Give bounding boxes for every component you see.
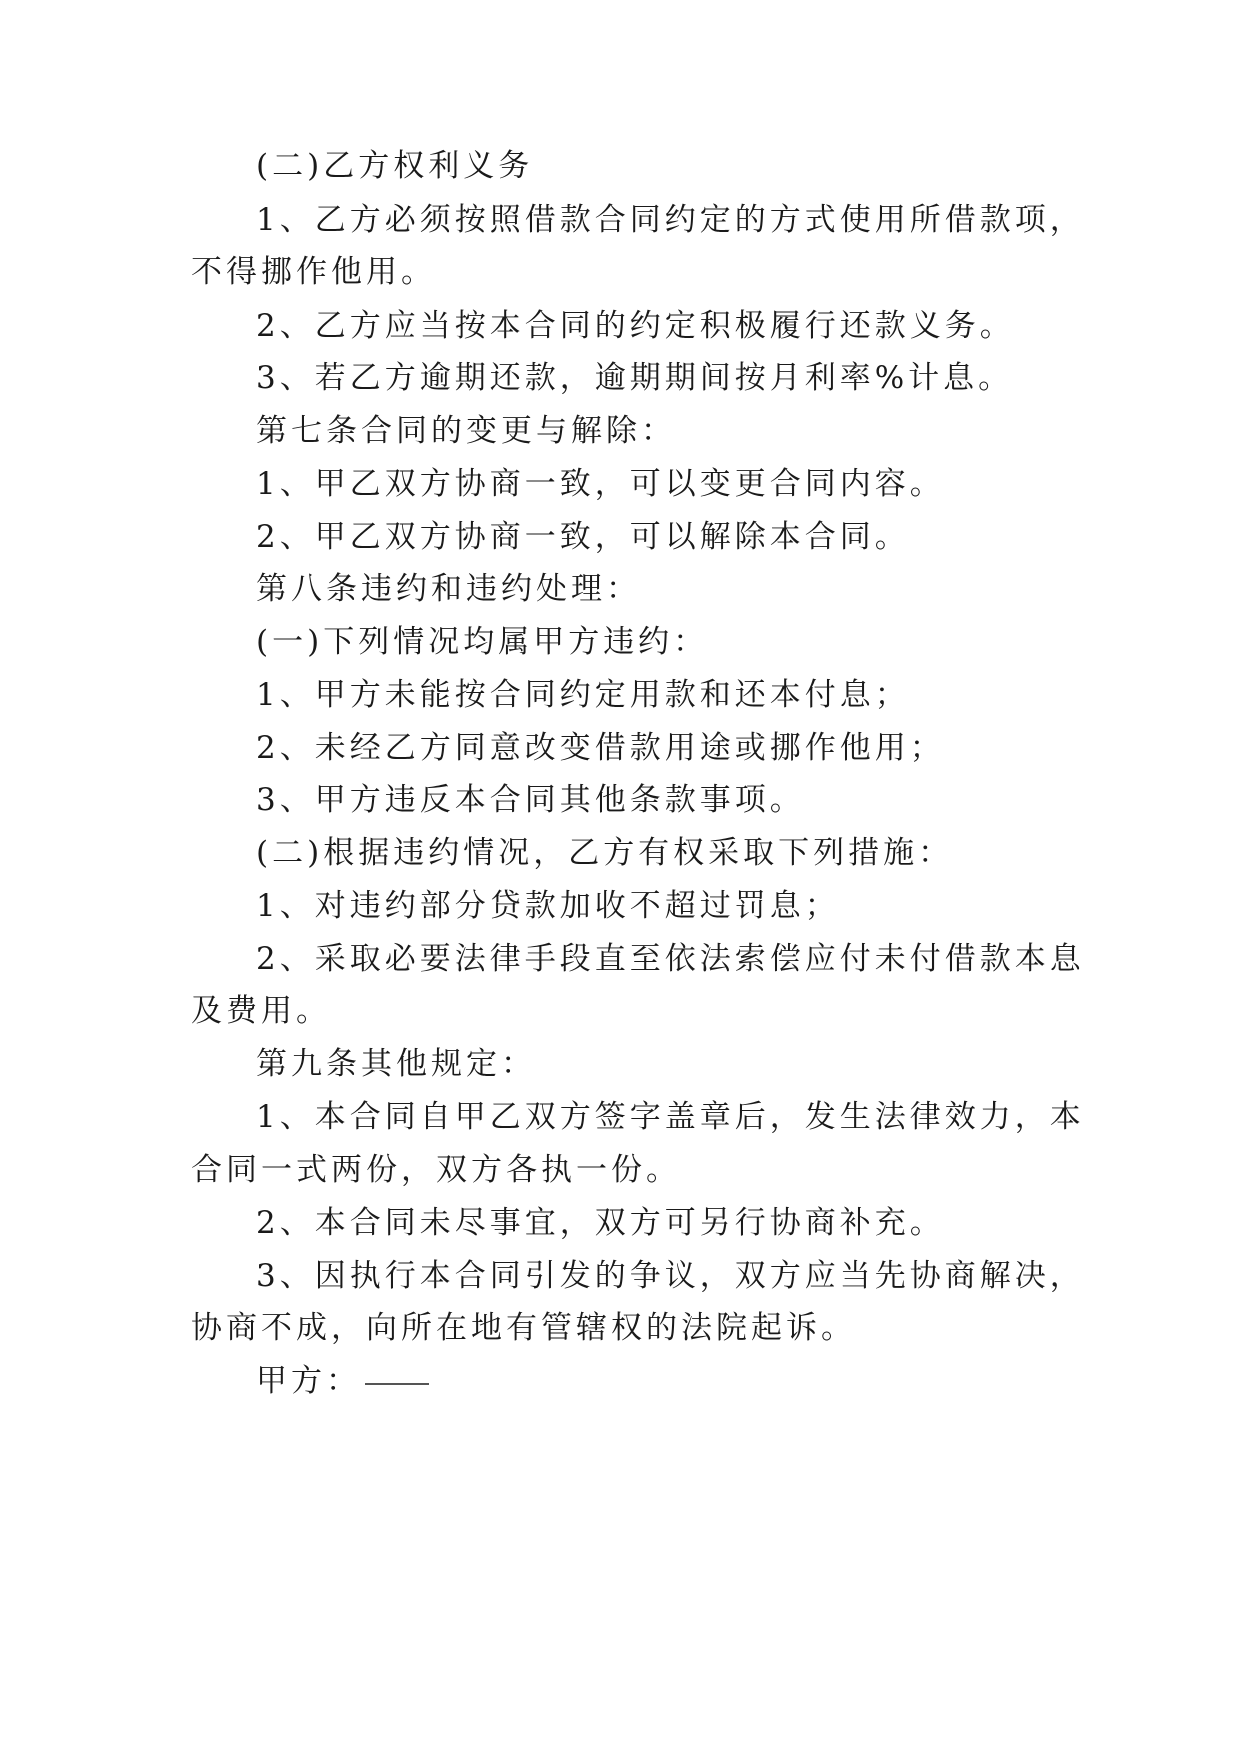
- paragraph-line: 1、对违约部分贷款加收不超过罚息；: [256, 888, 840, 924]
- article-heading-8: 第八条违约和违约处理：: [256, 571, 641, 607]
- section-heading: (二)根据违约情况，乙方有权采取下列措施：: [256, 835, 954, 871]
- paragraph-line: 协商不成，向所在地有管辖权的法院起诉。: [191, 1310, 856, 1346]
- section-heading: (一)下列情况均属甲方违约：: [256, 624, 709, 660]
- paragraph-line: 2、本合同未尽事宜，双方可另行协商补充。: [256, 1205, 945, 1241]
- paragraph-line: 3、因执行本合同引发的争议，双方应当先协商解决，: [256, 1258, 1085, 1294]
- paragraph-line: 1、乙方必须按照借款合同约定的方式使用所借款项，: [256, 202, 1085, 238]
- signature-blank: [365, 1383, 429, 1385]
- paragraph-line: 3、若乙方逾期还款，逾期期间按月利率%计息。: [256, 360, 1014, 396]
- paragraph-line: 1、甲乙双方协商一致，可以变更合同内容。: [256, 466, 945, 502]
- paragraph-line: 2、采取必要法律手段直至依法索偿应付未付借款本息: [256, 941, 1085, 977]
- paragraph-line: 1、甲方未能按合同约定用款和还本付息；: [256, 677, 910, 713]
- paragraph-line: 1、本合同自甲乙双方签字盖章后，发生法律效力，本: [256, 1099, 1085, 1135]
- paragraph-line: 3、甲方违反本合同其他条款事项。: [256, 782, 805, 818]
- paragraph-line: 2、甲乙双方协商一致，可以解除本合同。: [256, 519, 910, 555]
- paragraph-line: 2、未经乙方同意改变借款用途或挪作他用；: [256, 730, 945, 766]
- signature-label: 甲方：: [256, 1363, 361, 1399]
- section-heading-party-b-rights: (二)乙方权利义务: [256, 148, 534, 184]
- paragraph-line: 合同一式两份，双方各执一份。: [191, 1152, 681, 1188]
- paragraph-line: 2、乙方应当按本合同的约定积极履行还款义务。: [256, 308, 1015, 344]
- paragraph-line: 及费用。: [191, 993, 331, 1029]
- signature-party-a: [256, 1361, 429, 1401]
- article-heading-9: 第九条其他规定：: [256, 1046, 536, 1082]
- paragraph-line: 不得挪作他用。: [191, 254, 436, 290]
- article-heading-7: 第七条合同的变更与解除：: [256, 413, 676, 449]
